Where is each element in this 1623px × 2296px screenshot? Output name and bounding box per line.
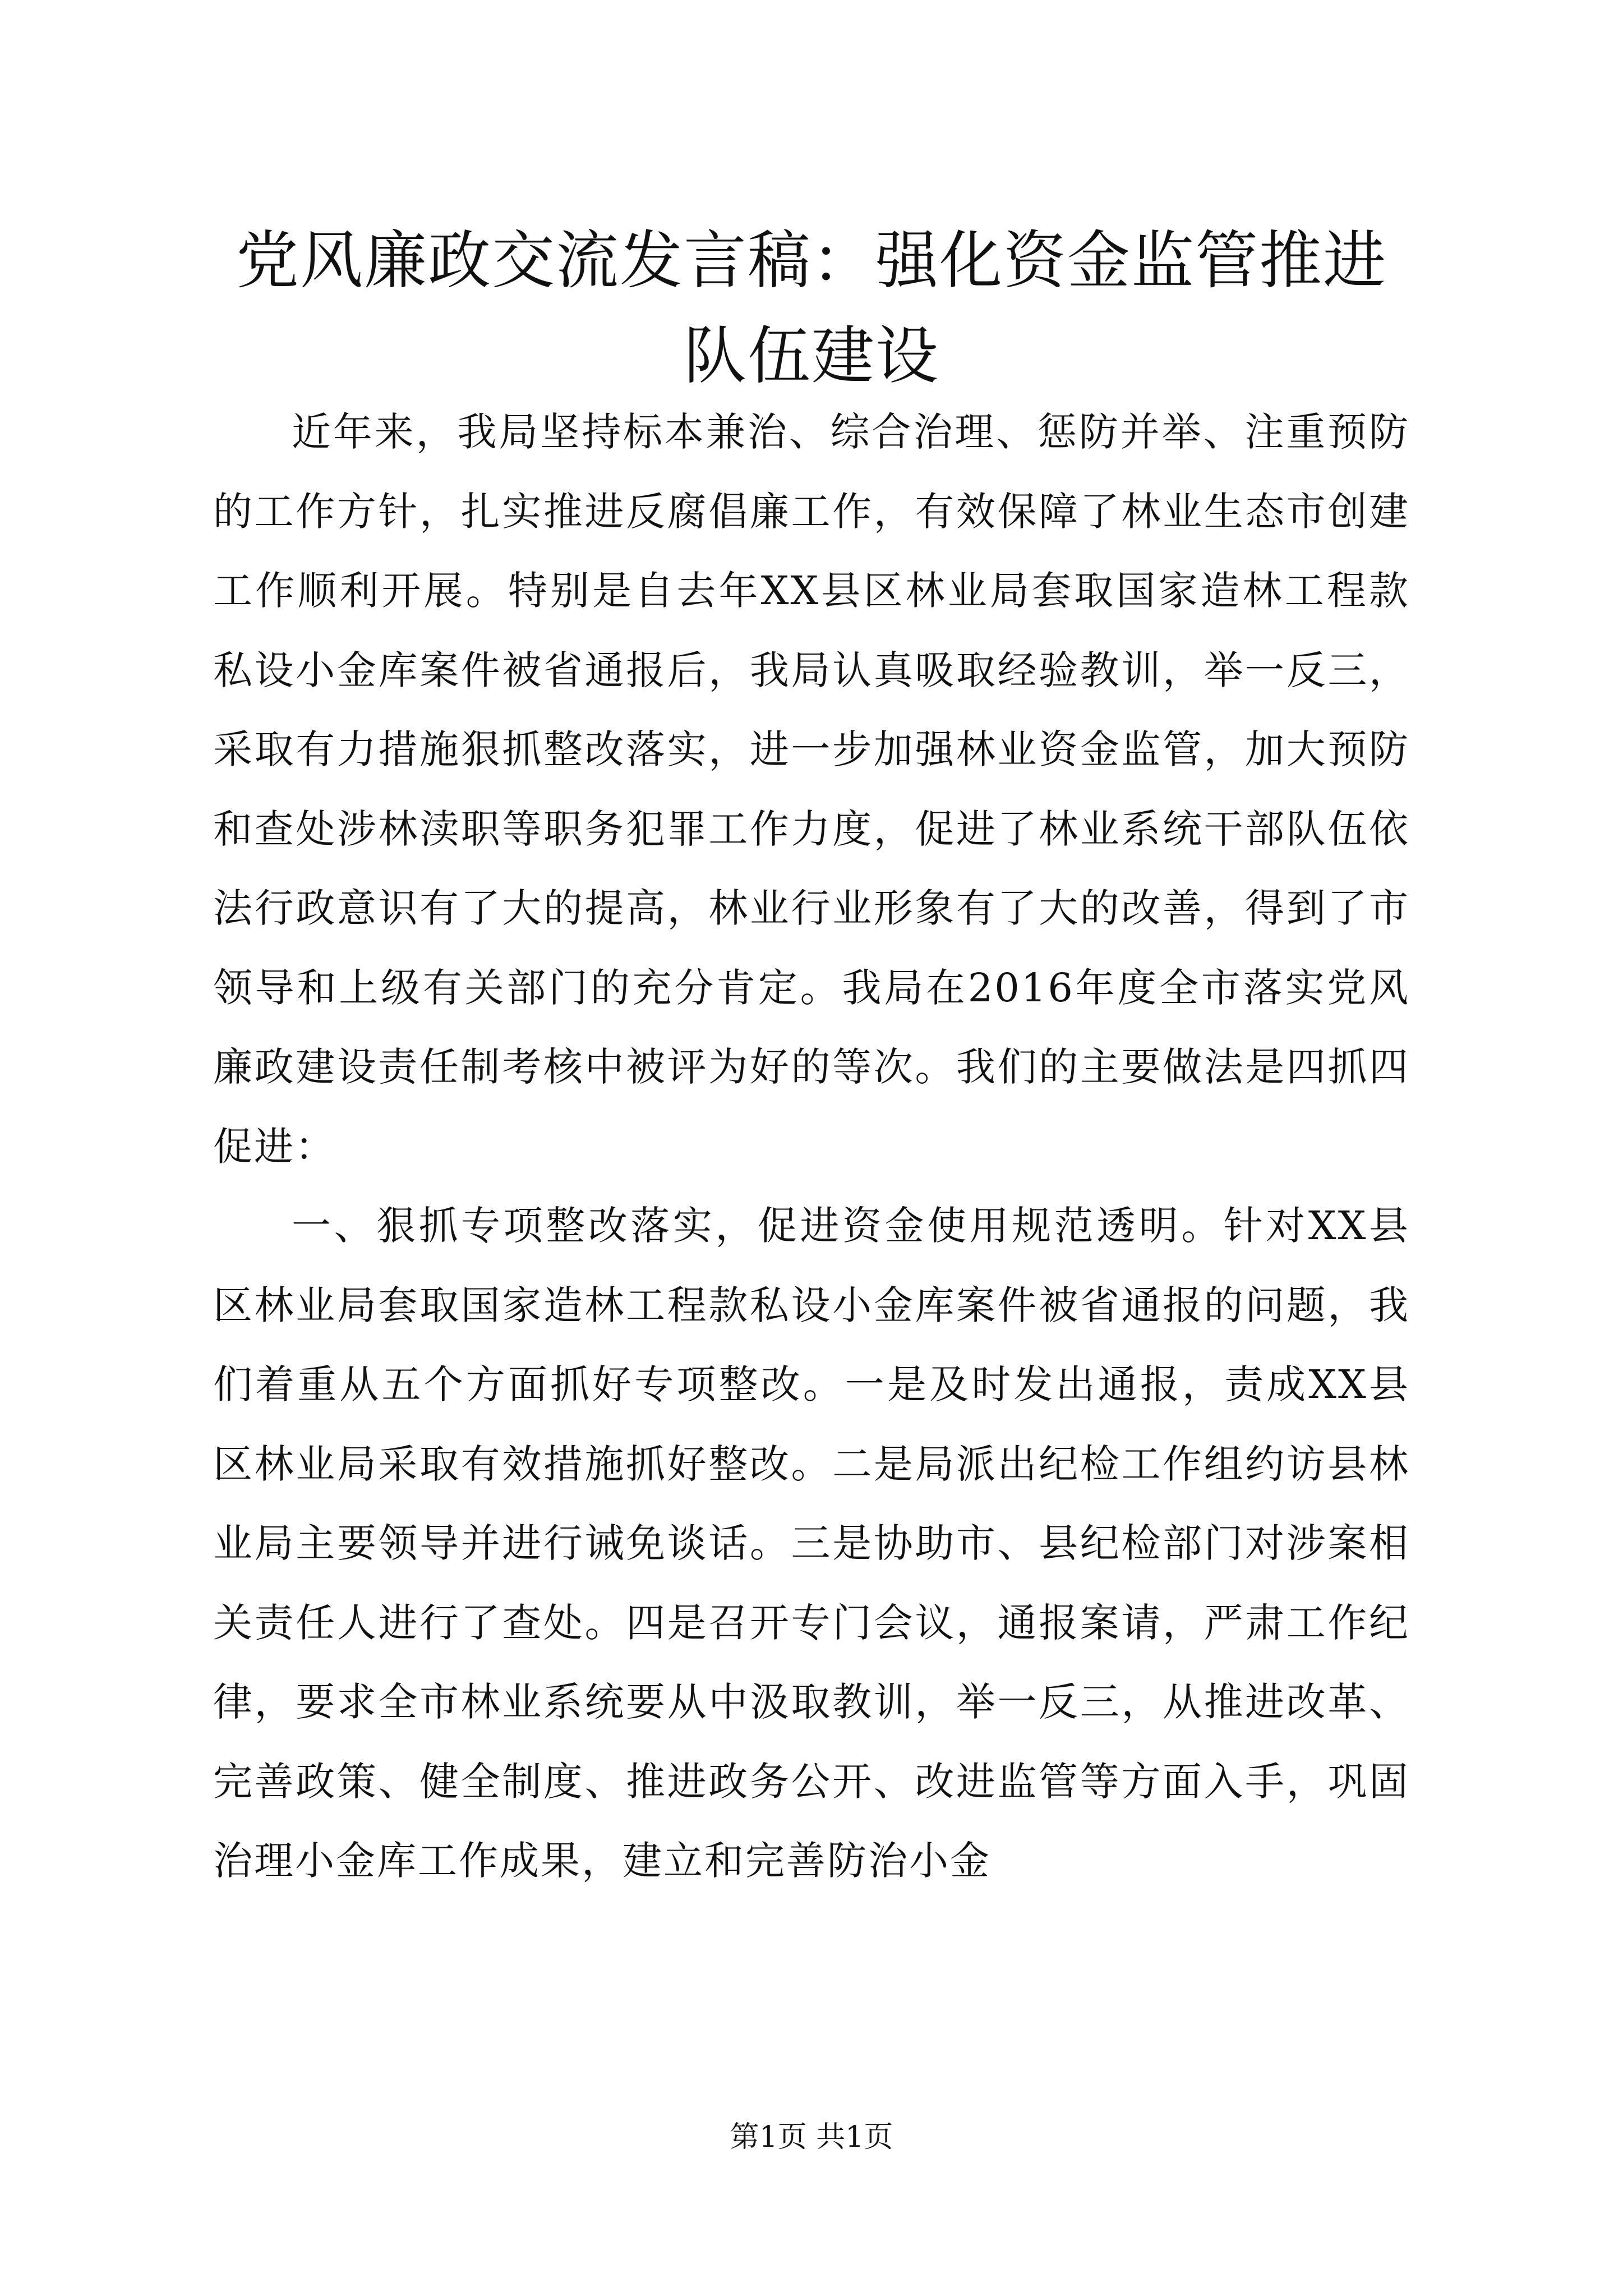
paragraph-intro: 近年来，我局坚持标本兼治、综合治理、惩防并举、注重预防的工作方针，扎实推进反腐倡廉工作，有效保障了林业生态市创建工作顺利开展。特别是自去年XX县区林业局套取国家造林工程款私设小金库案件被省通报后，我局认真吸取经验教训，举一反三，采取有力措施狠抓整改落实，进一步加强林业资金监管，加大预防和查处涉林渎职等职务犯罪工作力度，促进了林业系统干部队伍依法行政意识有了大的提高，林业行业形象有了大的改善，得到了市领导和上级有关部门的充分肯定。我局在2016年度全市落实党风廉政建设责任制考核中被评为好的等次。我们的主要做法是四抓四促进：: [213, 409, 1410, 1170]
document-title: 党风廉政交流发言稿：强化资金监管推进队伍建设: [236, 224, 1387, 393]
page-footer: 第1页 共1页: [730, 2120, 893, 2154]
document-body: [213, 393, 1410, 1901]
paragraph-section-one: 一、狠抓专项整改落实，促进资金使用规范透明。针对XX县区林业局套取国家造林工程款私设小金库案件被省通报的问题，我们着重从五个方面抓好专项整改。一是及时发出通报，责成XX县区林业局采取有效措施抓好整改。二是局派出纪检工作组约访县林业局主要领导并进行诫免谈话。三是协助市、县纪检部门对涉案相关责任人进行了查处。四是召开专门会议，通报案请，严肃工作纪律，要求全市林业系统要从中汲取教训，举一反三，从推进改革、完善政策、健全制度、推进政务公开、改进监管等方面入手，巩固治理小金库工作成果，建立和完善防治小金: [213, 1203, 1410, 1884]
